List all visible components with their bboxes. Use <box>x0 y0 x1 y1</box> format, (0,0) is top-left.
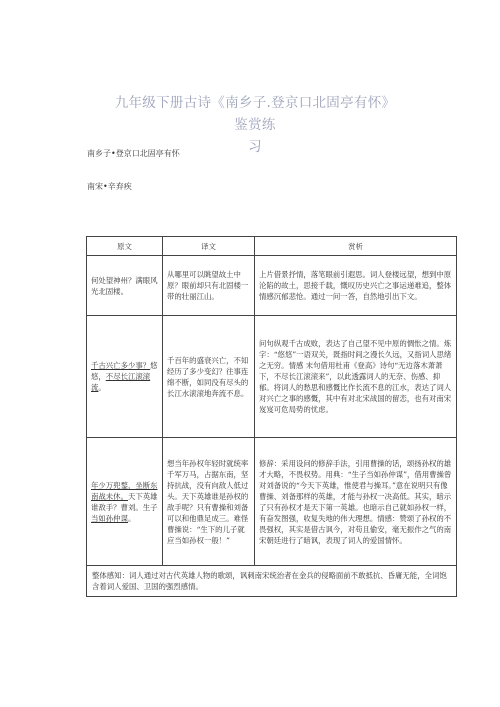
title-line-2: 习 <box>248 139 262 155</box>
plain-text: 悠悠， <box>91 361 158 381</box>
table-row <box>87 256 457 316</box>
poem-author: 南宋•辛弃疾 <box>87 182 132 191</box>
plain-text: 天下英雄谁敌手？曹刘。生子 <box>91 491 158 512</box>
cell-original: 何处望神州？满眼风光北固楼。 <box>87 256 163 316</box>
underlined-text: 年少万兜鍪，坐断东南战未休。 <box>91 480 158 501</box>
table-row <box>87 316 457 438</box>
cell-translation: 想当年孙权年轻时就统率千军万马，占据东南，坚持抗战，没有向敌人低过头。天下英雄谁是孙权的敌手呢？只有曹操和刘备可以和他鼎足成三。难怪曹操说：“生下的儿子就应当如孙权一般！” <box>163 438 255 566</box>
underlined-text: 不尽长江滚滚流 <box>91 372 151 392</box>
cell-analysis: 修辞：采用设问的修辞手法，引用曹操的话，颂扬孙权的雄才大略，不畏权势。用典：“生子当如孙仲谋”，借用曹操曾对刘备说的“今天下英雄，惟使君与操耳。”意在说明只有像曹操、刘备那样的英雄，才能与孙权一决高低。其实，暗示了只有孙权才是天下第一英雄。也暗示自己就如孙权一样，有奋发图强，收复失地的伟大理想。情感：赞颂了孙权的不畏强权，其实是借古讽今，对苟且偷安，毫无振作之气的南宋朝廷进行了暗讽，表现了词人的爱国情怀。 <box>255 438 457 566</box>
cell-summary: 整体感知：词人通过对古代英雄人物的歌颂，讽刺南宋统治者在金兵的侵略面前不敢抵抗、昏庸无能，全词饱含着词人爱国、卫国的强烈感情。 <box>87 566 457 597</box>
header-analysis: 赏析 <box>255 237 457 256</box>
plain-text: 。 <box>127 513 136 523</box>
underlined-text: 千古兴亡多少事？ <box>91 361 151 370</box>
table-header-row <box>87 237 457 256</box>
plain-text: 。 <box>98 383 106 392</box>
appreciation-table <box>86 236 457 597</box>
table-row <box>87 438 457 566</box>
header-original: 原文 <box>87 237 163 256</box>
cell-original <box>87 316 163 438</box>
cell-translation: 从哪里可以眺望故土中原？眼前却只有北固楼一带的壮丽江山。 <box>163 256 255 316</box>
title-line-1: 九年级下册古诗《南乡子.登京口北固亭有怀》鉴赏练 <box>114 95 396 133</box>
underlined-text: 当如孙仲谋 <box>91 513 128 523</box>
header-translation: 译文 <box>163 237 255 256</box>
summary-row <box>87 566 457 597</box>
cell-translation: 千百年的盛衰兴亡，不知经历了多少变幻？往事连绵不断，如同没有尽头的长江水滚滚地奔流不息。 <box>163 316 255 438</box>
cell-analysis: 上片借景抒情，落笔眼前引遐思。词人登楼远望，想到中原沦陷的故土，思接千载，慨叹历史兴亡之事运递难追，整体情感沉郁悲怆。通过一问一答，自然地引出下文。 <box>255 256 457 316</box>
poem-title: 南乡子•登京口北固亭有怀 <box>87 149 180 158</box>
cell-analysis: 问句纵观千古成败，表达了自己望不见中原的惆怅之情。炼字：“悠悠”一语双关，既指时间之漫长久远，又指词人思绪之无穷。情感 末句借用杜甫《登高》诗句“无边落木萧萧下，不尽长江滚滚来”，以此透露词人的无奈、伤感、抑郁。将词人的愁思和感慨比作长流不息的江水，表达了词人对兴亡之事的感慨，其中有对北宋战国的留恋，也有对南宋岌岌可危局势的忧虑。 <box>255 316 457 438</box>
cell-original <box>87 438 163 566</box>
